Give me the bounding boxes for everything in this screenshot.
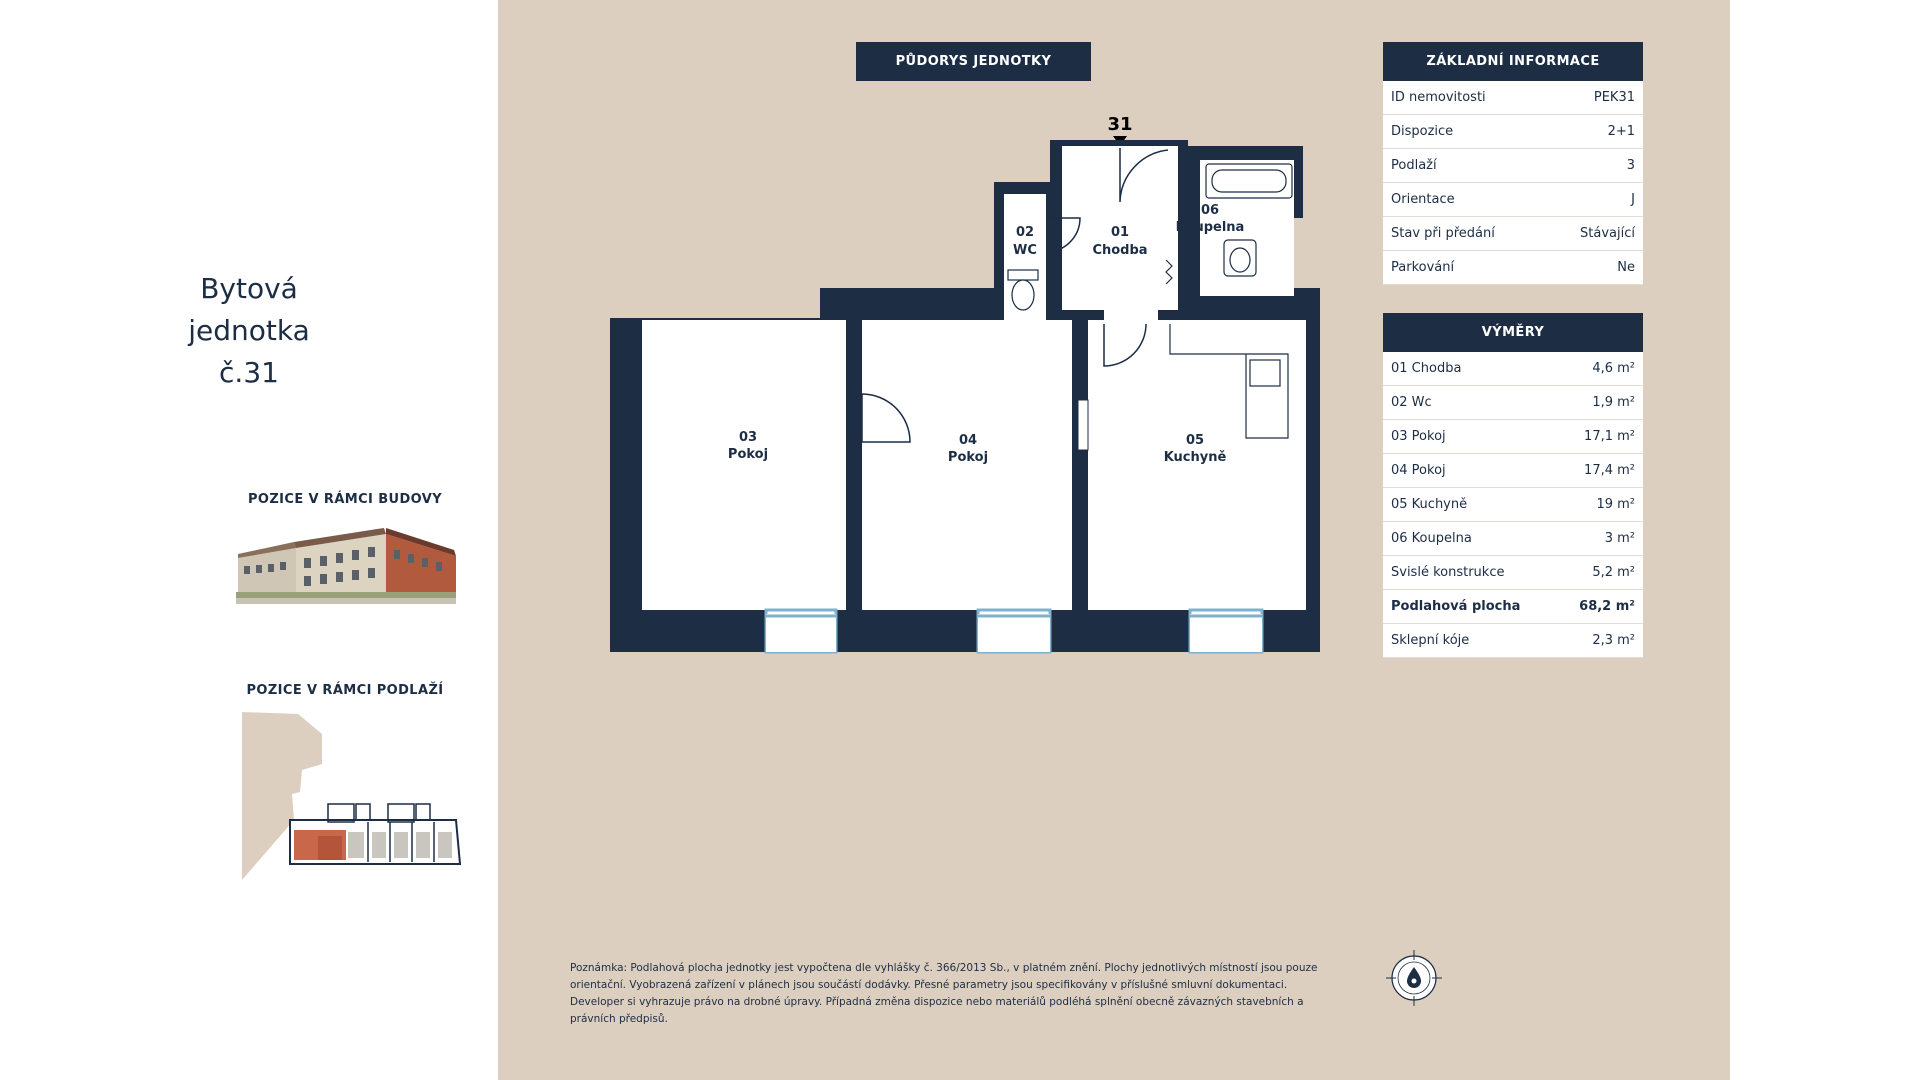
entrance-number: 31 xyxy=(1107,114,1133,135)
area-row xyxy=(1383,454,1643,488)
info-row xyxy=(1383,81,1643,115)
area-row xyxy=(1383,624,1643,658)
compass-icon xyxy=(1386,950,1442,1006)
info-row xyxy=(1383,115,1643,149)
floor-position-title: POZICE V RÁMCI PODLAŽÍ xyxy=(246,683,444,698)
room-02-name: WC xyxy=(1013,243,1037,258)
room-01-number: 01 xyxy=(1110,225,1130,240)
area-row xyxy=(1383,522,1643,556)
basic-info-title: ZÁKLADNÍ INFORMACE xyxy=(1383,42,1643,81)
area-row xyxy=(1383,386,1643,420)
area-row xyxy=(1383,352,1643,386)
info-label: Parkování xyxy=(1391,260,1455,275)
building-position-title: POZICE V RÁMCI BUDOVY xyxy=(247,492,443,507)
area-value: 1,9 m² xyxy=(1592,395,1635,410)
floor-position-image xyxy=(238,712,462,882)
area-label: 06 Koupelna xyxy=(1391,531,1472,546)
info-value: 2+1 xyxy=(1607,124,1635,139)
info-label: Stav při předání xyxy=(1391,226,1495,241)
areas-panel xyxy=(1383,313,1643,658)
area-label: 05 Kuchyně xyxy=(1391,497,1468,512)
area-value: 68,2 m² xyxy=(1579,599,1635,614)
area-value: 2,3 m² xyxy=(1592,633,1635,648)
area-label: 02 Wc xyxy=(1391,395,1432,410)
area-row-total xyxy=(1383,590,1643,624)
area-row xyxy=(1383,420,1643,454)
basic-info-panel xyxy=(1383,42,1643,285)
info-row xyxy=(1383,217,1643,251)
room-05-number: 05 xyxy=(1185,433,1205,448)
info-value: 3 xyxy=(1626,158,1635,173)
area-value: 4,6 m² xyxy=(1592,361,1635,376)
building-image xyxy=(236,520,456,604)
info-label: Orientace xyxy=(1391,192,1455,207)
area-row xyxy=(1383,556,1643,590)
info-row xyxy=(1383,251,1643,285)
info-value: PEK31 xyxy=(1593,90,1635,105)
area-label: 01 Chodba xyxy=(1391,361,1462,376)
info-value: J xyxy=(1631,192,1635,207)
info-row xyxy=(1383,183,1643,217)
room-03-name: Pokoj xyxy=(727,447,769,462)
unit-title-line-3: č.31 xyxy=(219,356,279,389)
right-margin xyxy=(1730,0,1920,1080)
area-value: 17,4 m² xyxy=(1584,463,1635,478)
info-value: Stávající xyxy=(1580,226,1635,241)
areas-title: VÝMĚRY xyxy=(1383,313,1643,352)
unit-title xyxy=(0,268,498,394)
unit-title-line-1: Bytová xyxy=(200,272,298,305)
area-label: Podlahová plocha xyxy=(1391,599,1521,614)
info-label: Podlaží xyxy=(1391,158,1437,173)
room-01-name: Chodba xyxy=(1092,243,1148,258)
info-value: Ne xyxy=(1617,260,1635,275)
room-04-name: Pokoj xyxy=(947,450,989,465)
room-05-name: Kuchyně xyxy=(1163,450,1227,465)
area-row xyxy=(1383,488,1643,522)
area-value: 17,1 m² xyxy=(1584,429,1635,444)
room-03-number: 03 xyxy=(738,430,758,445)
area-value: 5,2 m² xyxy=(1592,565,1635,580)
area-value: 3 m² xyxy=(1604,531,1635,546)
room-02-number: 02 xyxy=(1015,225,1035,240)
info-label: Dispozice xyxy=(1391,124,1454,139)
info-label: ID nemovitosti xyxy=(1391,90,1486,105)
room-06-name: Koupelna xyxy=(1175,220,1245,235)
area-label: Svislé konstrukce xyxy=(1391,565,1505,580)
unit-title-line-2: jednotka xyxy=(188,314,310,347)
area-value: 19 m² xyxy=(1596,497,1635,512)
plan-title: PŮDORYS JEDNOTKY xyxy=(856,42,1091,81)
floor-plan xyxy=(610,110,1330,660)
area-label: Sklepní kóje xyxy=(1391,633,1470,648)
area-label: 03 Pokoj xyxy=(1391,429,1446,444)
area-label: 04 Pokoj xyxy=(1391,463,1446,478)
info-row xyxy=(1383,149,1643,183)
disclaimer-note: Poznámka: Podlahová plocha jednotky jest vypočtena dle vyhlášky č. 366/2013 Sb., v platném znění. Plochy jednotlivých místností jsou pouze orientační. Vyobrazená zařízení v plánech jsou součástí dodávky. Přesné parametry jsou specifikovány v příslušné smluvní dokumentaci. Developer si vyhrazuje právo na drobné úpravy. Případná změna dispozice nebo materiálů podléhá splnění obecně závazných stavebních a právních předpisů. xyxy=(570,962,1318,1025)
room-04-number: 04 xyxy=(958,433,978,448)
room-06-number: 06 xyxy=(1200,203,1220,218)
